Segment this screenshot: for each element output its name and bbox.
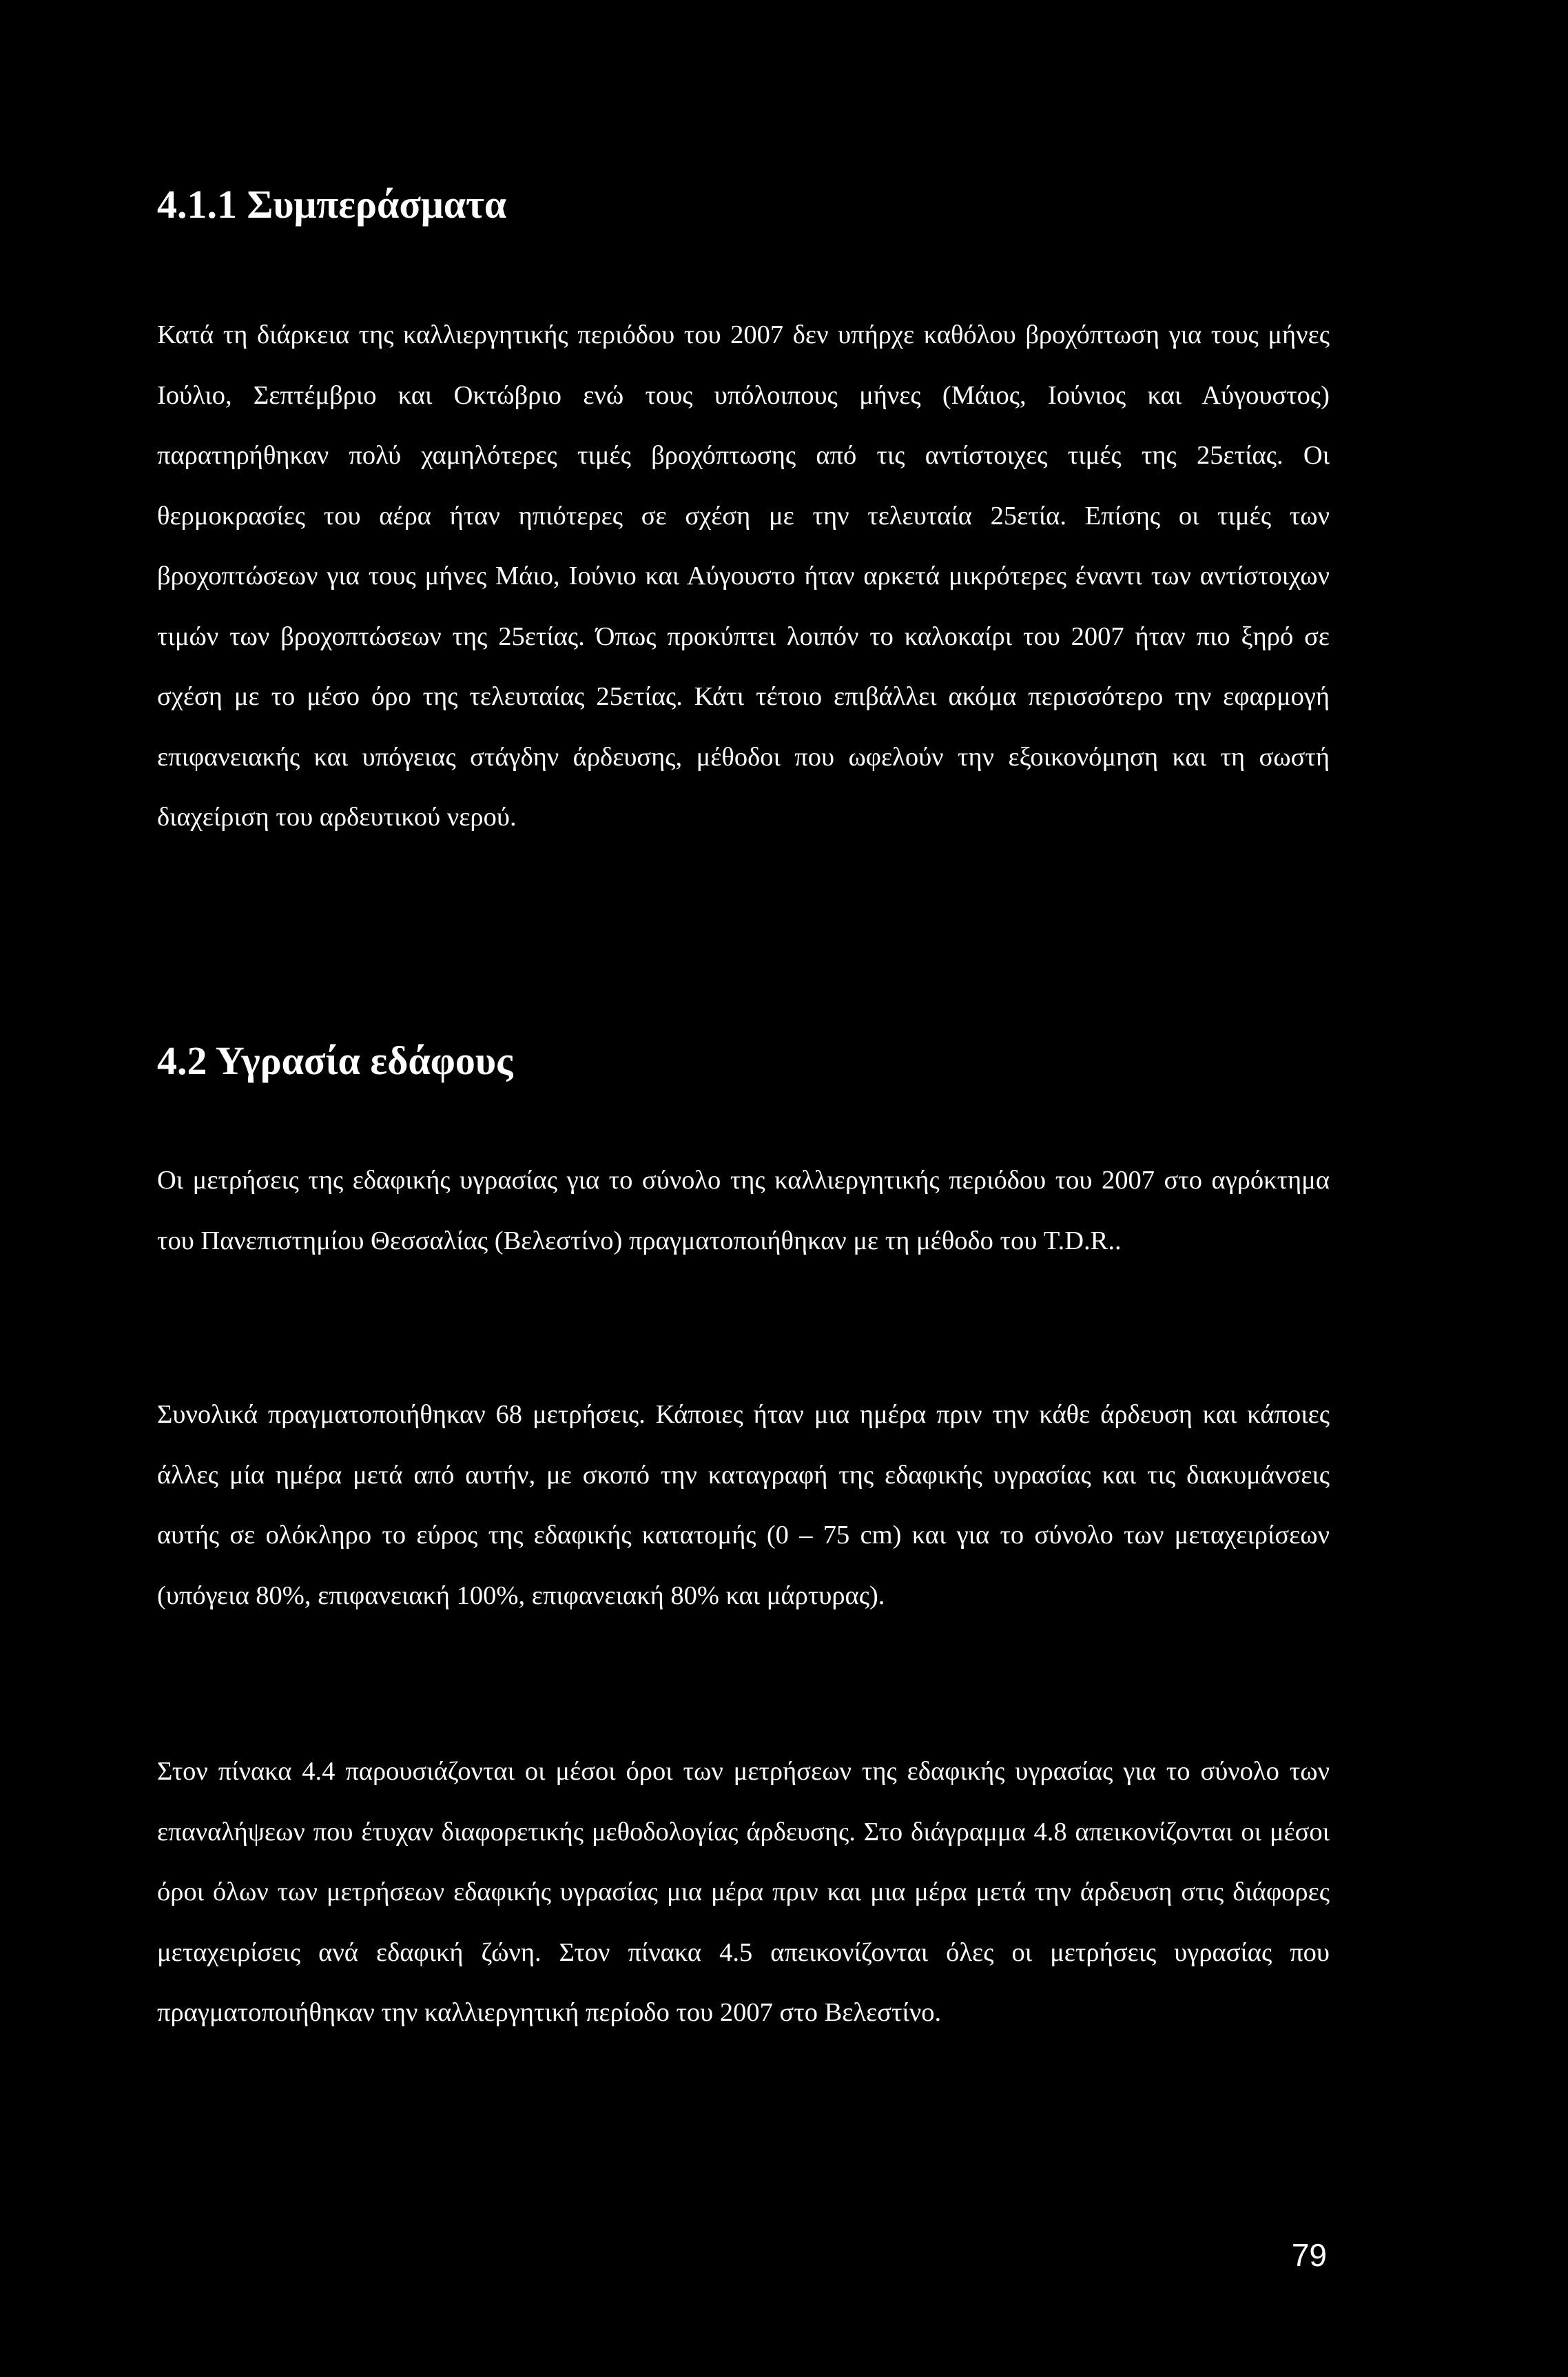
paragraph-measurements-count: Συνολικά πραγματοποιήθηκαν 68 μετρήσεις. Κάποιες ήταν μια ημέρα πριν την κάθε άρδευση και κάποιες άλλες μία ημέρα μετά από αυτήν, με σκοπό την καταγραφή της εδαφικής υγρασίας και τις διακυμάνσεις αυτής σε ολόκληρο το εύρος της εδαφικής κατατομής (0 – 75 cm) και για το σύνολο των μεταχειρίσεων (υπόγεια 80%, επιφανειακή 100%, επιφανειακή 80% και μάρτυρας). <box>157 1400 1330 1610</box>
section-heading-4-2: 4.2 Υγρασία εδάφους <box>157 1038 513 1083</box>
section-heading-4-1-1: 4.1.1 Συμπεράσματα <box>157 182 507 227</box>
paragraph-measurements-method: Οι μετρήσεις της εδαφικής υγρασίας για το σύνολο της καλλιεργητικής περιόδου του 2007 στο αγρόκτημα του Πανεπιστημίου Θεσσαλίας (Βελεστίνο) πραγματοποιήθηκαν με τη μέθοδο του T.D.R.. <box>157 1166 1330 1255</box>
paragraph-tables-figures: Στον πίνακα 4.4 παρουσιάζονται οι μέσοι όροι των μετρήσεων της εδαφικής υγρασίας για το σύνολο των επαναλήψεων που έτυχαν διαφορετικής μεθοδολογίας άρδευσης. Στο διάγραμμα 4.8 απεικονίζονται οι μέσοι όροι όλων των μετρήσεων εδαφικής υγρασίας μια μέρα πριν και μια μέρα μετά την άρδευση στις διάφορες μεταχειρίσεις ανά εδαφική ζώνη. Στον πίνακα 4.5 απεικονίζονται όλες οι μετρήσεις υγρασίας που πραγματοποιήθηκαν την καλλιεργητική περίοδο του 2007 στο Βελεστίνο. <box>157 1757 1330 2027</box>
paragraph-conclusions: Κατά τη διάρκεια της καλλιεργητικής περιόδου του 2007 δεν υπήρχε καθόλου βροχόπτωση για τους μήνες Ιούλιο, Σεπτέμβριο και Οκτώβριο ενώ τους υπόλοιπους μήνες (Μάιος, Ιούνιος και Αύγουστος) παρατηρήθηκαν πολύ χαμηλότερες τιμές βροχόπτωσης από τις αντίστοιχες τιμές της 25ετίας. Οι θερμοκρασίες του αέρα ήταν ηπιότερες σε σχέση με την τελευταία 25ετία. Επίσης οι τιμές των βροχοπτώσεων για τους μήνες Μάιο, Ιούνιο και Αύγουστο ήταν αρκετά μικρότερες έναντι των αντίστοιχων τιμών των βροχοπτώσεων της 25ετίας. Όπως προκύπτει λοιπόν το καλοκαίρι του 2007 ήταν πιο ξηρό σε σχέση με το μέσο όρο της τελευταίας 25ετίας. Κάτι τέτοιο επιβάλλει ακόμα περισσότερο την εφαρμογή επιφανειακής και υπόγειας στάγδην άρδευσης, μέθοδοι που ωφελούν την εξοικονόμηση και τη σωστή διαχείριση του αρδευτικού νερού. <box>157 320 1330 832</box>
page-number: 79 <box>1291 2237 1327 2273</box>
